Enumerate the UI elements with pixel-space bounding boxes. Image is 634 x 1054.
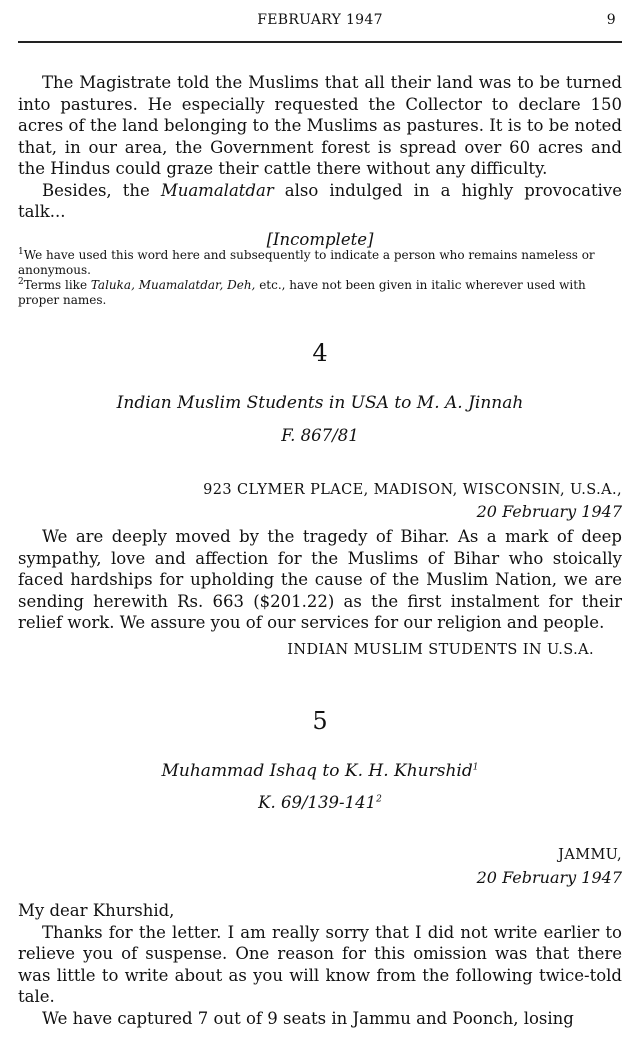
- document-5-date: 20 February 1947: [476, 868, 622, 887]
- running-header: [18, 12, 622, 36]
- page-number: 9: [606, 12, 616, 28]
- incomplete-note: [Incomplete]: [266, 229, 374, 249]
- header-title: FEBRUARY 1947: [257, 12, 383, 28]
- document-5-paragraph-1: Thanks for the letter. I am really sorry that I did not write earlier to relieve you of suspense. One reason for this omission was that there was little to write about as you will know from the following twice-told tale.: [18, 922, 622, 1006]
- document-4-title: Indian Muslim Students in USA to M. A. Jinnah: [116, 393, 524, 413]
- document-number-4: 4: [312, 339, 328, 367]
- footnote-2: $^2$Terms like Taluka, Muamalatdar, Deh, etc., have not been given in italic wherever used with proper names.: [18, 277, 586, 307]
- document-5-paragraph-2: We have captured 7 out of 9 seats in Jammu and Poonch, losing: [42, 1008, 574, 1028]
- document-4-reference: F. 867/81: [281, 426, 359, 445]
- paragraph-magistrate: The Magistrate told the Muslims that all their land was to be turned into pastures. He especially requested the Collector to declare 150 acres of the land belonging to the Muslims as pastures. It is to be noted that, in our area, the Government forest is spread over 60 acres and the Hindus could graze their cattle there without any difficulty.: [18, 73, 622, 178]
- document-4-signature: INDIAN MUSLIM STUDENTS IN U.S.A.: [287, 642, 594, 658]
- document-5-place: JAMMU,: [558, 847, 622, 863]
- document-4-address: 923 CLYMER PLACE, MADISON, WISCONSIN, U.S.A.,: [203, 482, 622, 498]
- document-4-paragraph: We are deeply moved by the tragedy of Bihar. As a mark of deep sympathy, love and affection for the Muslims of Bihar who stoically faced hardships for upholding the cause of the Muslim Nation, we are sending herewith Rs. 663 ($201.22) as the first instalment for their relief work. We assure you of our services for our religion and people.: [18, 527, 622, 632]
- header-rule: [18, 41, 622, 43]
- document-5-title: Muhammad Ishaq to K. H. Khurshid$^1$: [161, 761, 479, 781]
- document-4-body: [18, 526, 622, 634]
- paragraph-muamalatdar: Besides, the Muamalatdar also indulged in a highly provocative talk...: [18, 180, 623, 221]
- document-5-reference: K. $69/139-141^2$: [258, 793, 382, 812]
- continued-letter: [18, 72, 622, 250]
- document-4-date: 20 February 1947: [476, 502, 622, 521]
- term-muamalatdar: Muamalatdar: [160, 180, 274, 200]
- footnotes: [18, 248, 622, 308]
- document-number-5: 5: [312, 707, 328, 735]
- footnote-1: $^1$We have used this word here and subsequently to indicate a person who remains nameless or anonymous.: [18, 247, 595, 277]
- document-5-letter: [18, 900, 622, 1029]
- document-5-salutation: My dear Khurshid,: [18, 901, 175, 920]
